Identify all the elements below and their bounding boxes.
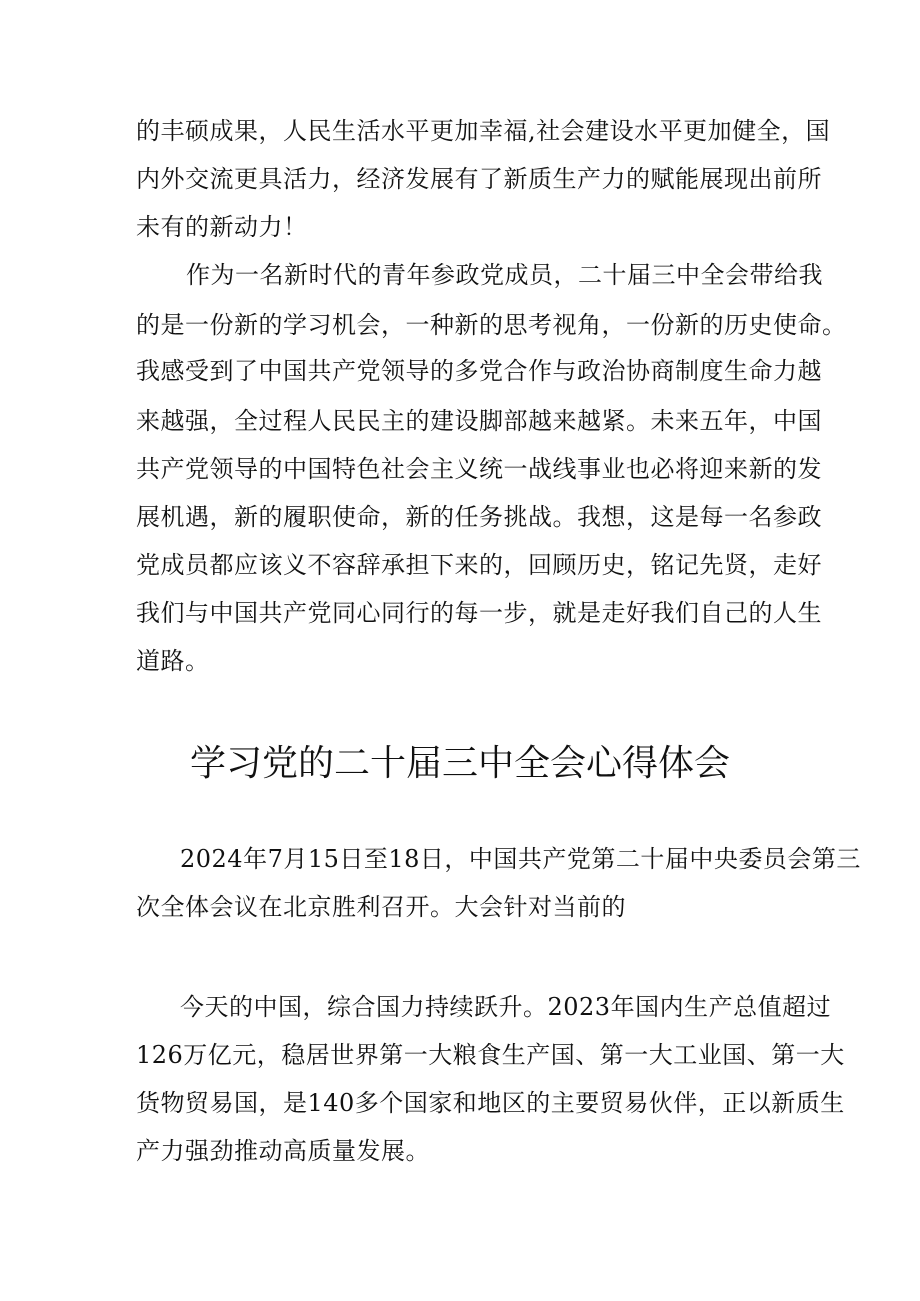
paragraph-1-line: 的丰硕成果，人民生活水平更加幸福,社会建设水平更加健全，国 [136,117,831,145]
page-title: 学习党的二十届三中全会心得体会 [189,743,730,784]
paragraph-2-line: 来越强，全过程人民民主的建设脚部越来越紧。未来五年，中国 [136,407,822,435]
paragraph-3-line: 次全体会议在北京胜利召开。大会针对当前的 [136,893,626,921]
paragraph-2-line: 道路。 [136,647,210,675]
paragraph-4-line: 产力强劲推动高质量发展。 [136,1137,430,1165]
paragraph-4-line: 今天的中国，综合国力持续跃升。2023年国内生产总值超过 [180,993,832,1021]
paragraph-2-line: 共产党领导的中国特色社会主义统一战线事业也必将迎来新的发 [136,455,822,483]
paragraph-3-line: 2024年7月15日至18日，中国共产党第二十届中央委员会第三 [180,845,861,873]
paragraph-4-line: 货物贸易国，是140多个国家和地区的主要贸易伙伴，正以新质生 [136,1089,845,1117]
paragraph-2-line: 的是一份新的学习机会，一种新的思考视角，一份新的历史使命。 [136,311,847,339]
paragraph-2-line: 作为一名新时代的青年参政党成员，二十届三中全会带给我 [186,261,823,289]
paragraph-2-line: 我感受到了中国共产党领导的多党合作与政治协商制度生命力越 [136,357,822,385]
paragraph-1-line: 未有的新动力！ [136,213,308,241]
paragraph-2-line: 党成员都应该义不容辞承担下来的，回顾历史，铭记先贤，走好 [136,551,822,579]
paragraph-2-line: 展机遇，新的履职使命，新的任务挑战。我想，这是每一名参政 [136,503,822,531]
paragraph-4-line: 126万亿元，稳居世界第一大粮食生产国、第一大工业国、第一大 [136,1041,845,1069]
paragraph-1-line: 内外交流更具活力，经济发展有了新质生产力的赋能展现出前所 [136,165,822,193]
paragraph-2-line: 我们与中国共产党同心同行的每一步，就是走好我们自己的人生 [136,599,822,627]
